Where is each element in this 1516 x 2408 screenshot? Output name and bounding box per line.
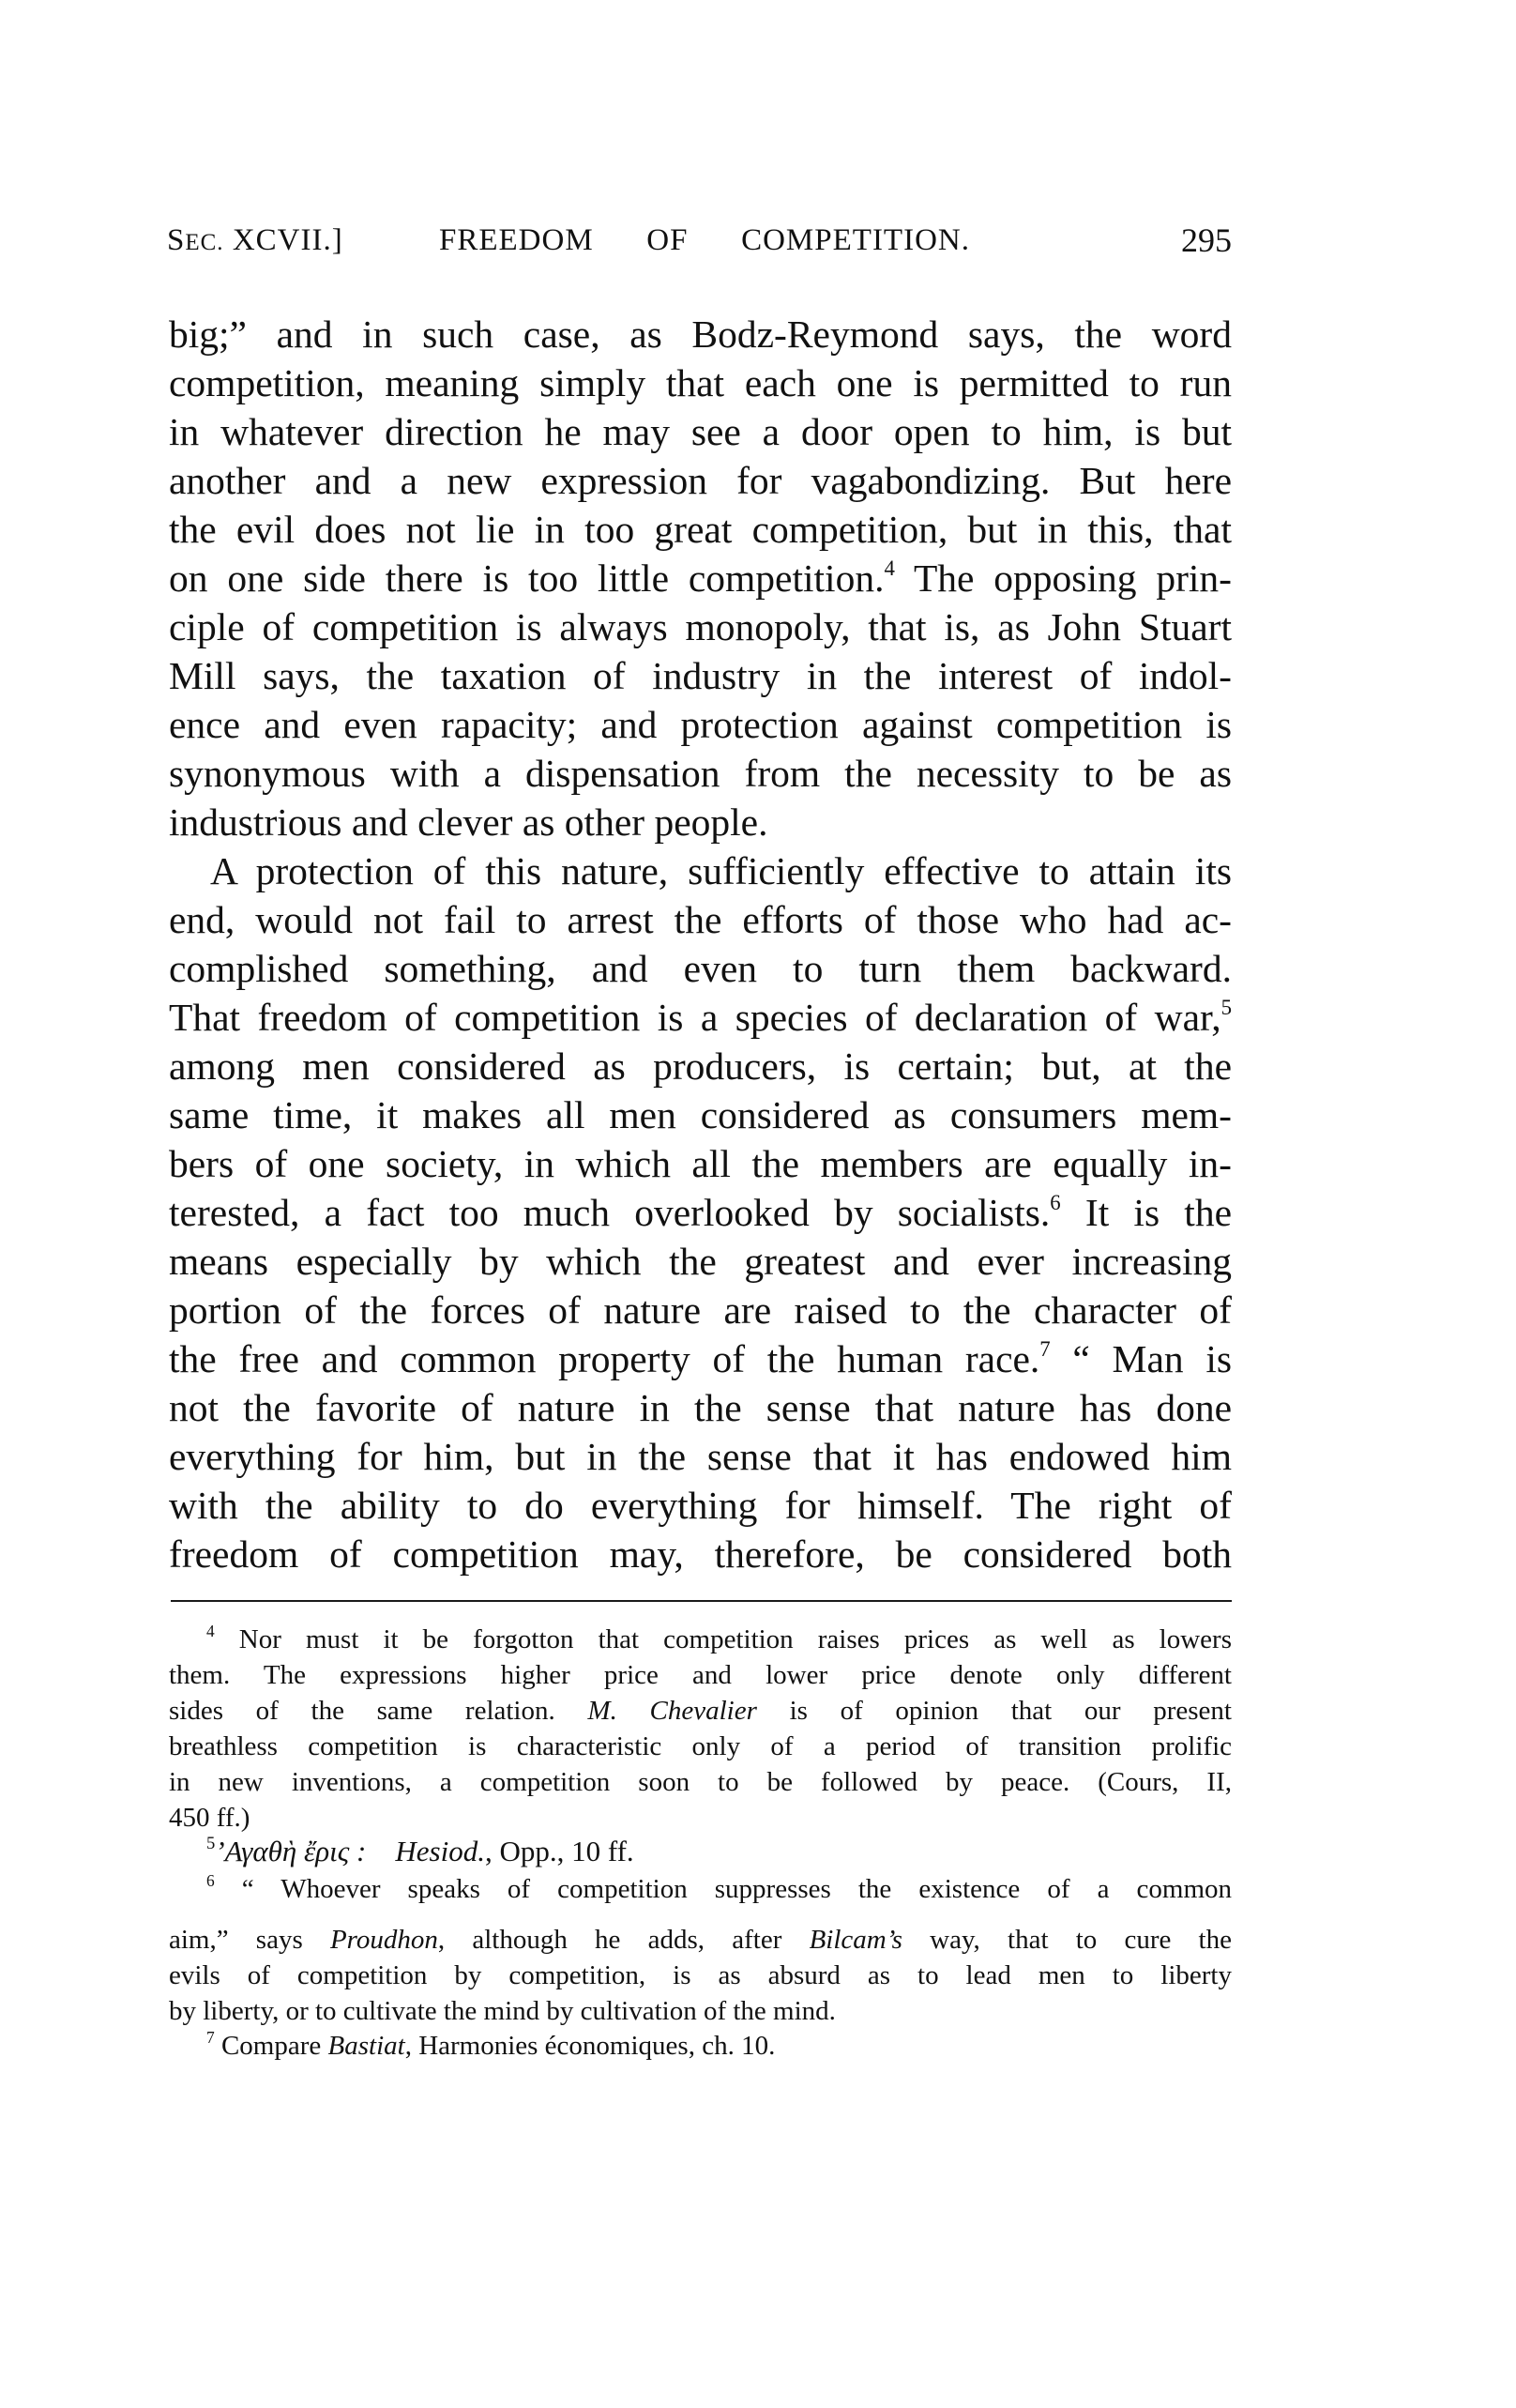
italic-name: Bastiat xyxy=(327,2031,405,2061)
text-line: big;” and in such case, as Bodz-Reymond says, the word xyxy=(169,312,1232,356)
text-line xyxy=(169,1188,1232,1237)
footnote-marker-7: 7 xyxy=(206,2027,215,2047)
italic-author: Hesiod. xyxy=(395,1835,485,1867)
text-span: way, that to cure the xyxy=(902,1925,1232,1955)
running-title: FREEDOM OF COMPETITION. xyxy=(439,223,970,257)
page-number: 295 xyxy=(1181,221,1232,259)
greek-quote: ’Αγαθὴ ἔρις : xyxy=(215,1835,367,1867)
footnote-6-line xyxy=(169,1922,1232,1958)
text-line: freedom of competition may, therefore, be considered both xyxy=(169,1532,1232,1576)
text-span: Compare xyxy=(220,2031,322,2061)
text-line xyxy=(169,993,1232,1042)
text-line: means especially by which the greatest and ever increasing xyxy=(169,1240,1232,1283)
text-span: , Harmonies économiques, ch. 10. xyxy=(404,2031,776,2061)
text-span: That freedom of competition is a species of declaration of war, xyxy=(169,996,1221,1039)
text-line xyxy=(169,1334,1232,1383)
text-line: ciple of competition is always monopoly, that is, as John Stuart xyxy=(169,605,1232,648)
text-line: same time, it makes all men considered as consumers mem- xyxy=(169,1093,1232,1136)
text-span: It is the xyxy=(1084,1191,1232,1234)
text-span: , Opp., 10 ff. xyxy=(484,1835,634,1867)
italic-name: M. Chevalier xyxy=(587,1696,757,1726)
text-line: Mill says, the taxation of industry in the interest of indol- xyxy=(169,654,1232,697)
footnote-ref-7[interactable]: 7 xyxy=(1039,1336,1051,1361)
text-span: “ Whoever speaks of competition suppresses the existence of a common xyxy=(241,1874,1232,1904)
text-span: terested, a fact too much overlooked by socialists. xyxy=(169,1191,1051,1234)
footnote-4-line: 450 ff.) xyxy=(169,1803,250,1833)
footnote-7-line xyxy=(169,2028,1232,2064)
text-span: on one side there is too little competition. xyxy=(169,556,885,600)
text-span: Nor must it be forgotton that competition raises prices as well as lowers xyxy=(238,1624,1232,1654)
text-span: The opposing prin- xyxy=(913,556,1232,600)
footnote-6-line xyxy=(169,1871,1232,1907)
text-line: in whatever direction he may see a door open to him, is but xyxy=(169,410,1232,453)
text-line: everything for him, but in the sense that it has endowed him xyxy=(169,1435,1232,1478)
footnote-ref-5[interactable]: 5 xyxy=(1220,995,1232,1019)
text-line: complished something, and even to turn them backward. xyxy=(169,947,1232,990)
footnote-5-line xyxy=(169,1834,1232,1869)
footnote-6-line: by liberty, or to cultivate the mind by cultivation of the mind. xyxy=(169,1996,836,2026)
text-line: portion of the forces of nature are raised to the character of xyxy=(169,1288,1232,1332)
text-line: with the ability to do everything for himself. The right of xyxy=(169,1484,1232,1527)
text-line: ence and even rapacity; and protection against competition is xyxy=(169,703,1232,746)
text-line: bers of one society, in which all the members are equally in- xyxy=(169,1142,1232,1185)
italic-name: Bilcam’s xyxy=(809,1925,902,1955)
footnote-marker-5: 5 xyxy=(206,1833,216,1853)
text-span: the free and common property of the human race. xyxy=(169,1337,1040,1380)
text-line: not the favorite of nature in the sense that nature has done xyxy=(169,1386,1232,1429)
footnote-6-line: evils of competition by competition, is as absurd as to lead men to liberty xyxy=(169,1960,1232,1990)
footnote-4-line: them. The expressions higher price and lower price denote only different xyxy=(169,1660,1232,1690)
text-line xyxy=(169,554,1232,602)
footnote-marker-4: 4 xyxy=(206,1621,215,1640)
text-span: aim,” says xyxy=(169,1925,303,1955)
footnote-divider xyxy=(171,1600,1232,1602)
text-line: the evil does not lie in too great competition, but in this, that xyxy=(169,508,1232,551)
section-number: XCVII.] xyxy=(232,223,343,257)
footnote-4-line: in new inventions, a competition soon to be followed by peace. (Cours, II, xyxy=(169,1767,1232,1797)
text-line: competition, meaning simply that each one is permitted to run xyxy=(169,361,1232,404)
text-span: , although he adds, after xyxy=(437,1925,782,1955)
footnote-4-line xyxy=(169,1622,1232,1657)
text-line: synonymous with a dispensation from the necessity to be as xyxy=(169,752,1232,795)
footnote-4-line xyxy=(169,1693,1232,1729)
text-span: “ Man is xyxy=(1072,1337,1233,1380)
text-line: A protection of this nature, sufficiently effective to attain its xyxy=(210,849,1232,892)
text-span: sides of the same relation. xyxy=(169,1696,555,1726)
footnote-marker-6: 6 xyxy=(206,1870,215,1890)
text-line: another and a new expression for vagabondizing. But here xyxy=(169,459,1232,502)
section-small-caps: EC. xyxy=(185,230,224,255)
text-line: industrious and clever as other people. xyxy=(169,800,768,844)
footnote-ref-4[interactable]: 4 xyxy=(884,556,895,580)
section-label xyxy=(167,221,343,262)
text-line: among men considered as producers, is certain; but, at the xyxy=(169,1044,1232,1088)
text-span: is of opinion that our present xyxy=(789,1696,1232,1726)
section-prefix: S xyxy=(167,223,186,257)
footnote-ref-6[interactable]: 6 xyxy=(1050,1190,1061,1214)
text-line: end, would not fail to arrest the efforts of those who had ac- xyxy=(169,898,1232,941)
italic-name: Proudhon xyxy=(329,1925,438,1955)
footnote-4-line: breathless competition is characteristic only of a period of transition prolific xyxy=(169,1731,1232,1761)
